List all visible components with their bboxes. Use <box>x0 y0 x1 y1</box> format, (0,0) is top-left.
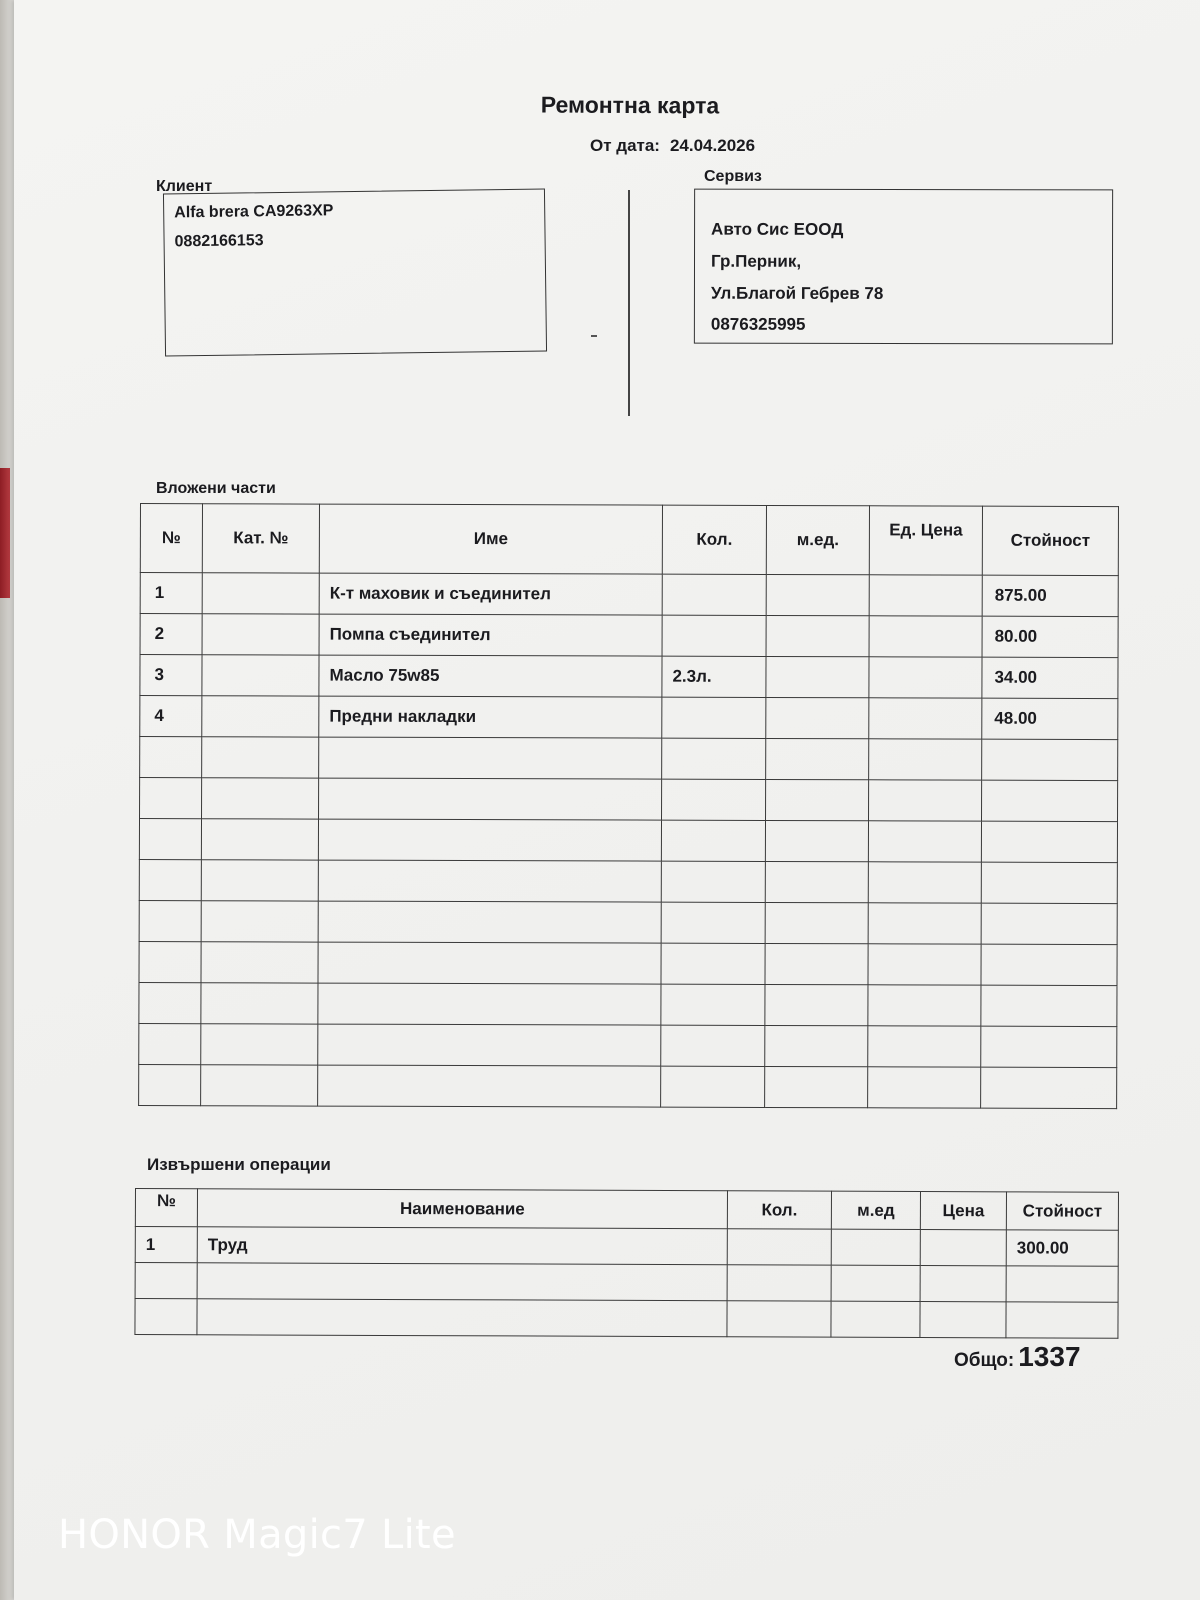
parts-cell-name: Масло 75w85 <box>319 655 662 697</box>
parts-cell-total <box>981 903 1117 944</box>
parts-header-row <box>140 504 1118 576</box>
parts-cell-no <box>139 982 201 1023</box>
parts-row <box>140 614 1118 658</box>
parts-cell-total <box>981 862 1117 903</box>
date-label: От дата: <box>590 136 660 155</box>
parts-header-total: Стойност <box>982 506 1118 575</box>
parts-cell-unit <box>765 820 868 861</box>
parts-header-qty: Кол. <box>662 505 766 574</box>
operations-cell-unit <box>831 1301 920 1337</box>
parts-cell-unit <box>765 902 868 943</box>
parts-cell-name <box>318 1065 661 1107</box>
parts-row <box>139 859 1117 903</box>
parts-label: Вложени части <box>156 480 276 497</box>
parts-cell-qty <box>662 615 766 656</box>
grand-total <box>954 1341 1081 1373</box>
parts-cell-qty <box>662 574 766 615</box>
parts-cell-cat-no <box>201 819 318 860</box>
service-box <box>694 189 1113 345</box>
total-label: Общо: <box>954 1350 1015 1371</box>
parts-cell-price <box>869 698 982 739</box>
parts-cell-no: 1 <box>140 573 202 614</box>
parts-cell-total: 875.00 <box>982 575 1118 616</box>
parts-row <box>139 982 1117 1026</box>
parts-cell-unit <box>766 656 869 697</box>
parts-cell-cat-no <box>201 860 318 901</box>
operations-cell-no <box>135 1299 197 1335</box>
parts-cell-total: 48.00 <box>982 698 1118 739</box>
parts-cell-total <box>982 739 1118 780</box>
parts-header-unit: м.ед. <box>766 505 869 574</box>
client-label: Клиент <box>156 178 213 195</box>
parts-row <box>140 737 1118 781</box>
dash-mark <box>591 335 597 337</box>
operations-row <box>135 1263 1118 1303</box>
parts-cell-name <box>318 942 661 984</box>
parts-header-no: № <box>140 504 202 573</box>
operations-cell-total <box>1006 1266 1118 1302</box>
parts-cell-unit <box>765 943 868 984</box>
date-value: 24.04.2026 <box>669 136 756 155</box>
parts-cell-no: 3 <box>140 655 202 696</box>
parts-cell-price <box>868 1067 981 1108</box>
parts-cell-qty <box>661 943 765 984</box>
parts-cell-cat-no <box>201 1024 318 1065</box>
parts-cell-qty <box>662 697 766 738</box>
document-title: Ремонтна карта <box>540 91 720 119</box>
parts-cell-no <box>140 737 202 778</box>
parts-cell-qty <box>661 820 765 861</box>
parts-cell-total <box>982 780 1118 821</box>
parts-cell-no <box>140 778 202 819</box>
parts-cell-no <box>139 859 201 900</box>
parts-cell-unit <box>765 861 868 902</box>
operations-cell-unit <box>831 1265 920 1301</box>
operations-row <box>135 1299 1118 1339</box>
parts-cell-unit <box>765 984 868 1025</box>
operations-cell-price <box>920 1230 1006 1266</box>
parts-cell-price <box>869 780 982 821</box>
operations-cell-name <box>197 1299 727 1337</box>
parts-cell-qty <box>662 738 766 779</box>
parts-cell-qty <box>661 902 765 943</box>
operations-cell-qty <box>727 1301 831 1337</box>
parts-cell-cat-no <box>201 901 318 942</box>
parts-cell-unit <box>766 697 869 738</box>
parts-cell-cat-no <box>201 942 318 983</box>
parts-cell-name: Помпа съединител <box>319 614 662 656</box>
operations-header-total: Стойност <box>1006 1192 1118 1230</box>
parts-cell-price <box>869 616 982 657</box>
parts-cell-cat-no <box>202 573 319 614</box>
parts-cell-cat-no <box>201 983 318 1024</box>
operations-cell-qty <box>727 1229 831 1265</box>
parts-cell-no <box>139 1023 201 1064</box>
parts-cell-total: 34.00 <box>982 657 1118 698</box>
parts-cell-price <box>869 657 982 698</box>
parts-cell-cat-no <box>202 614 319 655</box>
parts-cell-name <box>318 901 661 943</box>
parts-cell-cat-no <box>202 696 319 737</box>
operations-cell-name <box>197 1263 727 1301</box>
parts-cell-qty <box>661 1066 765 1107</box>
parts-cell-total <box>981 944 1117 985</box>
operations-cell-price <box>920 1302 1006 1338</box>
parts-cell-price <box>868 944 981 985</box>
parts-cell-unit <box>765 1066 868 1107</box>
parts-cell-unit <box>766 615 869 656</box>
operations-header-price: Цена <box>920 1192 1006 1230</box>
parts-row <box>139 819 1117 863</box>
operations-header-name: Наименование <box>197 1189 727 1229</box>
parts-row <box>140 778 1118 822</box>
vertical-divider <box>628 190 630 416</box>
parts-cell-price <box>868 903 981 944</box>
parts-header-unit-price: Ед. Цена <box>869 506 982 575</box>
service-label: Сервиз <box>704 168 762 185</box>
parts-cell-qty <box>661 1025 765 1066</box>
service-street: Ул.Благой Гебрев 78 <box>710 283 884 303</box>
parts-cell-price <box>868 862 981 903</box>
parts-cell-price <box>869 739 982 780</box>
parts-cell-qty: 2.3л. <box>662 656 766 697</box>
parts-cell-cat-no <box>201 1065 318 1106</box>
parts-cell-cat-no <box>202 655 319 696</box>
parts-cell-total: 80.00 <box>982 616 1118 657</box>
parts-cell-price <box>868 1026 981 1067</box>
parts-row <box>140 573 1118 617</box>
operations-header-unit: м.ед <box>831 1191 920 1229</box>
client-vehicle: Alfa brera CA9263XP <box>174 202 334 222</box>
operations-row <box>135 1227 1118 1267</box>
parts-cell-qty <box>661 984 765 1025</box>
total-value: 1337 <box>1018 1341 1081 1372</box>
parts-cell-name: Предни накладки <box>319 696 662 738</box>
parts-row <box>140 655 1118 699</box>
operations-cell-unit <box>831 1229 920 1265</box>
parts-cell-unit <box>766 779 869 820</box>
parts-cell-no: 4 <box>140 696 202 737</box>
parts-cell-total <box>981 821 1117 862</box>
parts-cell-unit <box>766 738 869 779</box>
camera-watermark: HONOR Magic7 Lite <box>58 1512 456 1558</box>
parts-row <box>140 696 1118 740</box>
parts-cell-qty <box>662 779 766 820</box>
paper-sheet <box>14 0 1200 1600</box>
parts-cell-name <box>318 819 661 861</box>
client-box <box>163 189 547 357</box>
parts-cell-name <box>319 737 662 779</box>
parts-cell-total <box>981 1026 1117 1067</box>
parts-row <box>139 1023 1117 1067</box>
operations-cell-qty <box>727 1265 831 1301</box>
operations-cell-name: Труд <box>197 1227 727 1265</box>
operations-header-row <box>135 1189 1118 1231</box>
parts-cell-name <box>318 983 661 1025</box>
service-city: Гр.Перник, <box>710 251 802 271</box>
operations-cell-no <box>135 1263 197 1299</box>
parts-cell-unit <box>766 574 869 615</box>
parts-cell-cat-no <box>202 778 319 819</box>
service-phone: 0876325995 <box>710 314 806 334</box>
parts-cell-name: К-т маховик и съединител <box>319 573 662 615</box>
parts-cell-price <box>869 575 982 616</box>
parts-cell-name <box>318 1024 661 1066</box>
date-line <box>590 136 755 156</box>
background-red-object <box>0 468 10 598</box>
parts-header-cat-no: Кат. № <box>202 504 319 573</box>
parts-cell-name <box>318 860 661 902</box>
parts-cell-total <box>981 1067 1117 1108</box>
parts-cell-no: 2 <box>140 614 202 655</box>
parts-cell-no <box>139 1064 201 1105</box>
operations-label: Извършени операции <box>147 1155 331 1174</box>
operations-header-no: № <box>135 1189 197 1227</box>
operations-cell-total: 300.00 <box>1006 1230 1118 1266</box>
parts-cell-no <box>139 900 201 941</box>
parts-cell-price <box>868 821 981 862</box>
operations-cell-total <box>1006 1302 1118 1338</box>
parts-cell-no <box>139 941 201 982</box>
operations-table <box>134 1188 1119 1339</box>
parts-cell-no <box>139 819 201 860</box>
parts-table <box>138 503 1119 1109</box>
parts-row <box>139 941 1117 985</box>
parts-cell-cat-no <box>202 737 319 778</box>
service-company: Авто Сис ЕООД <box>711 219 844 239</box>
operations-header-qty: Кол. <box>727 1191 831 1229</box>
parts-cell-name <box>319 778 662 820</box>
parts-cell-unit <box>765 1025 868 1066</box>
client-phone: 0882166153 <box>174 232 264 251</box>
parts-row <box>139 1064 1117 1108</box>
operations-cell-no: 1 <box>135 1227 197 1263</box>
parts-header-name: Име <box>319 504 662 574</box>
parts-cell-total <box>981 985 1117 1026</box>
parts-cell-qty <box>661 861 765 902</box>
parts-row <box>139 900 1117 944</box>
parts-cell-price <box>868 985 981 1026</box>
operations-cell-price <box>920 1266 1006 1302</box>
